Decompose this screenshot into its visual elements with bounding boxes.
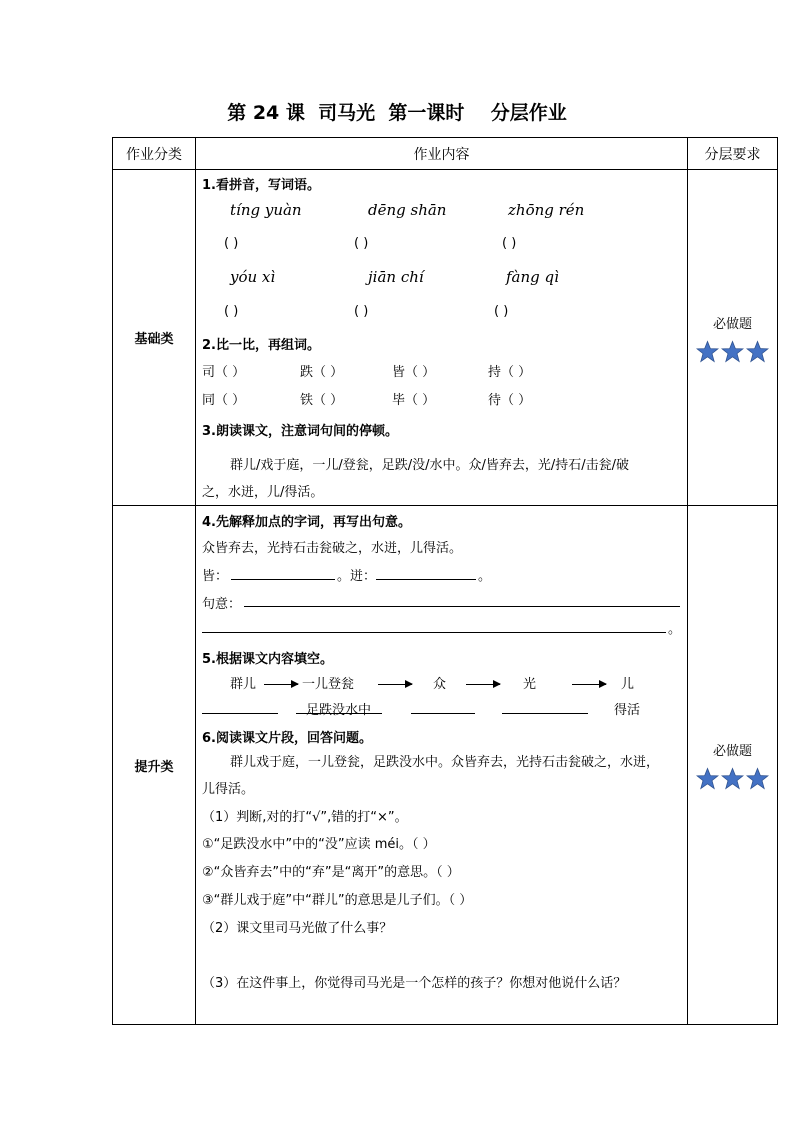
q5-title: 5.根据课文内容填空。 — [202, 652, 333, 667]
answer-line — [296, 713, 382, 714]
compare-word: 待（ ） — [488, 393, 532, 408]
answer-line[interactable] — [376, 579, 476, 580]
pinyin-3: zhōng rén — [508, 201, 585, 219]
chain-item: 儿 — [621, 677, 635, 692]
compare-word: 跌（ ） — [300, 365, 344, 380]
table-row-basic — [113, 170, 778, 506]
content-advanced — [196, 506, 688, 1025]
answer-bracket[interactable]: ( ) — [494, 304, 509, 319]
chain-item: 光 — [523, 677, 537, 692]
answer-bracket[interactable]: ( ) — [224, 236, 239, 251]
star-icon — [746, 340, 769, 363]
arrow-right-icon — [378, 684, 412, 685]
q2-title: 2.比一比，再组词。 — [202, 338, 320, 353]
answer-bracket[interactable]: ( ) — [502, 236, 517, 251]
answer-bracket[interactable]: ( ) — [224, 304, 239, 319]
arrow-right-icon — [264, 684, 298, 685]
compare-word: 皆（ ） — [392, 365, 436, 380]
star-icon — [721, 767, 744, 790]
requirement-label: 必做题 — [712, 316, 752, 332]
header-content: 作业内容 — [196, 138, 688, 170]
q3-passage-line2: 之，水迸，儿/得活。 — [202, 485, 324, 500]
requirement-basic — [688, 170, 778, 506]
answer-line[interactable] — [202, 713, 278, 714]
q6-sub1: （1）判断,对的打“√”,错的打“×”。 — [202, 810, 408, 825]
pinyin-2: dēng shān — [368, 201, 447, 219]
star-icon — [696, 340, 719, 363]
q4-jie-label: 皆： — [202, 569, 229, 584]
difficulty-stars — [688, 767, 777, 790]
q4-end-mark: 。 — [478, 569, 492, 584]
category-basic: 基础类 — [113, 170, 196, 506]
pinyin-6: fàng qì — [506, 268, 559, 286]
q6-sub2: （2）课文里司马光做了什么事？ — [202, 921, 393, 936]
q4-beng-label: 。迸： — [337, 569, 377, 584]
q4-title: 4.先解释加点的字词，再写出句意。 — [202, 515, 411, 530]
pinyin-4: yóu xì — [230, 268, 276, 286]
star-icon — [746, 767, 769, 790]
answer-bracket[interactable]: ( ) — [354, 304, 369, 319]
requirement-label: 必做题 — [712, 744, 752, 759]
q6-passage-line1: 群儿戏于庭，一儿登瓮，足跌没水中。众皆弃去，光持石击瓮破之，水迸， — [230, 755, 660, 770]
compare-word: 持（ ） — [488, 365, 532, 380]
difficulty-stars — [688, 340, 777, 363]
q4-juyi-label: 句意： — [202, 597, 242, 612]
compare-word: 司（ ） — [202, 365, 246, 380]
q3-title: 3.朗读课文，注意词句间的停顿。 — [202, 424, 398, 439]
chain-given: 足跌没水中 — [306, 703, 372, 718]
header-category: 作业分类 — [113, 138, 196, 170]
compare-word: 铁（ ） — [300, 393, 344, 408]
table-header-row — [113, 138, 778, 170]
header-requirement: 分层要求 — [688, 138, 778, 170]
compare-word: 同（ ） — [202, 393, 246, 408]
chain-given: 得活 — [614, 703, 641, 718]
table-row-advanced — [113, 506, 778, 1025]
answer-line[interactable] — [202, 632, 666, 633]
judge-item: ①“足跌没水中”中的“没”应读 méi。（ ） — [202, 837, 436, 852]
chain-item: 众 — [433, 677, 447, 692]
answer-line[interactable] — [411, 713, 475, 714]
q1-title: 1.看拼音，写词语。 — [202, 178, 320, 193]
content-basic — [196, 170, 688, 506]
chain-item: 群儿 — [230, 677, 257, 692]
q4-sentence: 众皆弃去，光持石击瓮破之，水迸，儿得活。 — [202, 541, 463, 556]
q3-passage-line1: 群儿/戏于庭，一儿/登瓮，足跌/没/水中。众/皆弃去，光/持石/击瓮/破 — [230, 458, 630, 473]
q6-title: 6.阅读课文片段，回答问题。 — [202, 731, 372, 746]
arrow-right-icon — [466, 684, 500, 685]
star-icon — [696, 767, 719, 790]
category-advanced: 提升类 — [113, 506, 196, 1025]
requirement-advanced — [688, 506, 778, 1025]
pinyin-5: jiān chí — [368, 268, 424, 286]
q6-passage-line2: 儿得活。 — [202, 782, 255, 797]
answer-line[interactable] — [502, 713, 588, 714]
judge-item: ③“群儿戏于庭”中“群儿”的意思是儿子们。（ ） — [202, 893, 473, 908]
answer-line[interactable] — [231, 579, 335, 580]
chain-item: 一儿登瓮 — [302, 677, 355, 692]
q4-final-mark: 。 — [668, 622, 682, 637]
judge-item: ②“众皆弃去”中的“弃”是“离开”的意思。（ ） — [202, 865, 460, 880]
q6-sub3: （3）在这件事上，你觉得司马光是一个怎样的孩子？你想对他说什么话？ — [202, 976, 627, 991]
answer-bracket[interactable]: ( ) — [354, 236, 369, 251]
arrow-right-icon — [572, 684, 606, 685]
compare-word: 毕（ ） — [392, 393, 436, 408]
answer-line[interactable] — [244, 606, 680, 607]
pinyin-1: tíng yuàn — [230, 201, 302, 219]
page-title: 第 24 课 司马光 第一课时 分层作业 — [227, 102, 567, 124]
homework-table — [112, 137, 778, 1025]
star-icon — [721, 340, 744, 363]
